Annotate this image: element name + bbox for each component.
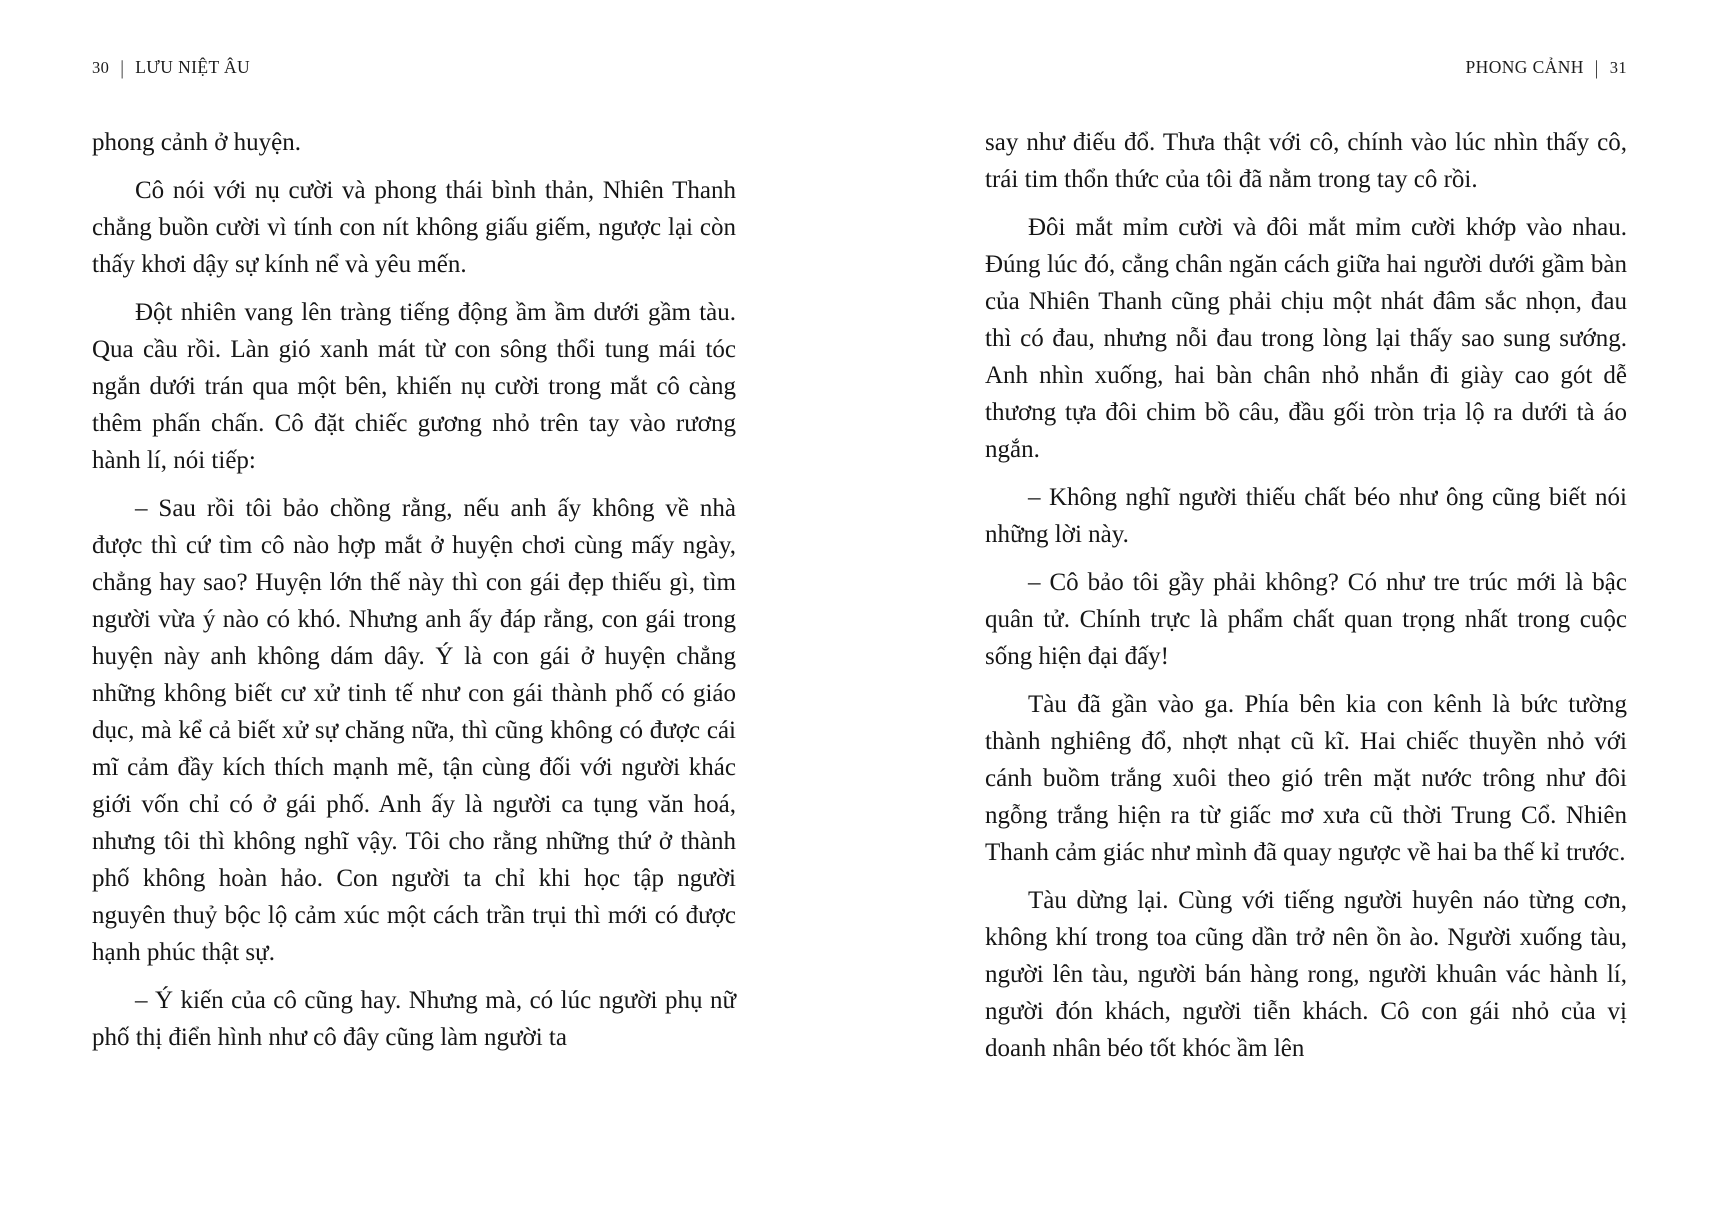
page-number-left: 30	[92, 58, 110, 77]
header-divider-left: |	[120, 55, 125, 79]
running-header-left	[92, 57, 736, 78]
paragraph: Cô nói với nụ cười và phong thái bình thản, Nhiên Thanh chẳng buồn cười vì tính con nít không giấu giếm, ngược lại còn thấy khơi dậy sự kính nể và yêu mến.	[92, 177, 736, 278]
page-right	[985, 0, 1627, 1067]
paragraph: say như điếu đổ. Thưa thật với cô, chính vào lúc nhìn thấy cô, trái tim thổn thức của tôi đã nằm trong tay cô rồi.	[985, 129, 1627, 193]
paragraph: Tàu dừng lại. Cùng với tiếng người huyên náo từng cơn, không khí trong toa cũng dần trở nên ồn ào. Người xuống tàu, người lên tàu, người bán hàng rong, người khuân vác hành lí, người đón khách, người tiễn khách. Cô con gái nhỏ của vị doanh nhân béo tốt khóc ầm lên	[985, 887, 1627, 1062]
paragraph: – Ý kiến của cô cũng hay. Nhưng mà, có lúc người phụ nữ phố thị điển hình như cô đây cũng làm người ta	[92, 987, 736, 1051]
paragraph: phong cảnh ở huyện.	[92, 129, 302, 156]
page-left	[92, 0, 736, 1056]
paragraph: – Không nghĩ người thiếu chất béo như ông cũng biết nói những lời này.	[985, 484, 1627, 548]
chapter-running-title: PHONG CẢNH	[1465, 57, 1584, 77]
body-text-left	[92, 124, 736, 1056]
paragraph: Đôi mắt mỉm cười và đôi mắt mỉm cười khớp vào nhau. Đúng lúc đó, cẳng chân ngăn cách giữa hai người dưới gầm bàn của Nhiên Thanh cũng phải chịu một nhát đâm sắc nhọn, đau thì có đau, nhưng nỗi đau trong lòng lại thấy sao sung sướng. Anh nhìn xuống, hai bàn chân nhỏ nhắn đi giày cao gót dễ thương tựa đôi chim bồ câu, đầu gối tròn trịa lộ ra dưới tà áo ngắn.	[985, 214, 1627, 463]
author-running-title: LƯU NIỆT ÂU	[135, 57, 251, 77]
header-divider-right: |	[1594, 55, 1599, 79]
page-number-right: 31	[1609, 58, 1627, 77]
paragraph: – Sau rồi tôi bảo chồng rằng, nếu anh ấy không về nhà được thì cứ tìm cô nào hợp mắt ở huyện chơi cùng mấy ngày, chẳng hay sao? Huyện lớn thế này thì con gái đẹp thiếu gì, tìm người vừa ý nào có khó. Nhưng anh ấy đáp rằng, con gái trong huyện này anh không dám dây. Ý là con gái ở huyện chẳng những không biết cư xử tinh tế như con gái thành phố có giáo dục, mà kể cả biết xử sự chăng nữa, thì cũng không có được cái mĩ cảm đầy kích thích mạnh mẽ, tận cùng đối với người khác giới vốn chỉ có ở gái phố. Anh ấy là người ca tụng văn hoá, nhưng tôi thì không nghĩ vậy. Tôi cho rằng những thứ ở thành phố không hoàn hảo. Con người ta chỉ khi học tập người nguyên thuỷ bộc lộ cảm xúc một cách trần trụi thì mới có được hạnh phúc thật sự.	[92, 495, 736, 966]
running-header-right	[985, 57, 1627, 78]
paragraph: Tàu đã gần vào ga. Phía bên kia con kênh là bức tường thành nghiêng đổ, nhợt nhạt cũ kĩ. Hai chiếc thuyền nhỏ với cánh buồm trắng xuôi theo gió trên mặt nước trông như đôi ngỗng trắng hiện ra từ giấc mơ xưa cũ thời Trung Cổ. Nhiên Thanh cảm giác như mình đã quay ngược về hai ba thế kỉ trước.	[985, 691, 1627, 866]
paragraph: Đột nhiên vang lên tràng tiếng động ầm ầm dưới gầm tàu. Qua cầu rồi. Làn gió xanh mát từ con sông thổi tung mái tóc ngắn dưới trán qua một bên, khiến nụ cười trong mắt cô càng thêm phấn chấn. Cô đặt chiếc gương nhỏ trên tay vào rương hành lí, nói tiếp:	[92, 299, 736, 474]
paragraph: – Cô bảo tôi gầy phải không? Có như tre trúc mới là bậc quân tử. Chính trực là phẩm chất quan trọng nhất trong cuộc sống hiện đại đấy!	[985, 569, 1627, 670]
body-text-right	[985, 124, 1627, 1067]
